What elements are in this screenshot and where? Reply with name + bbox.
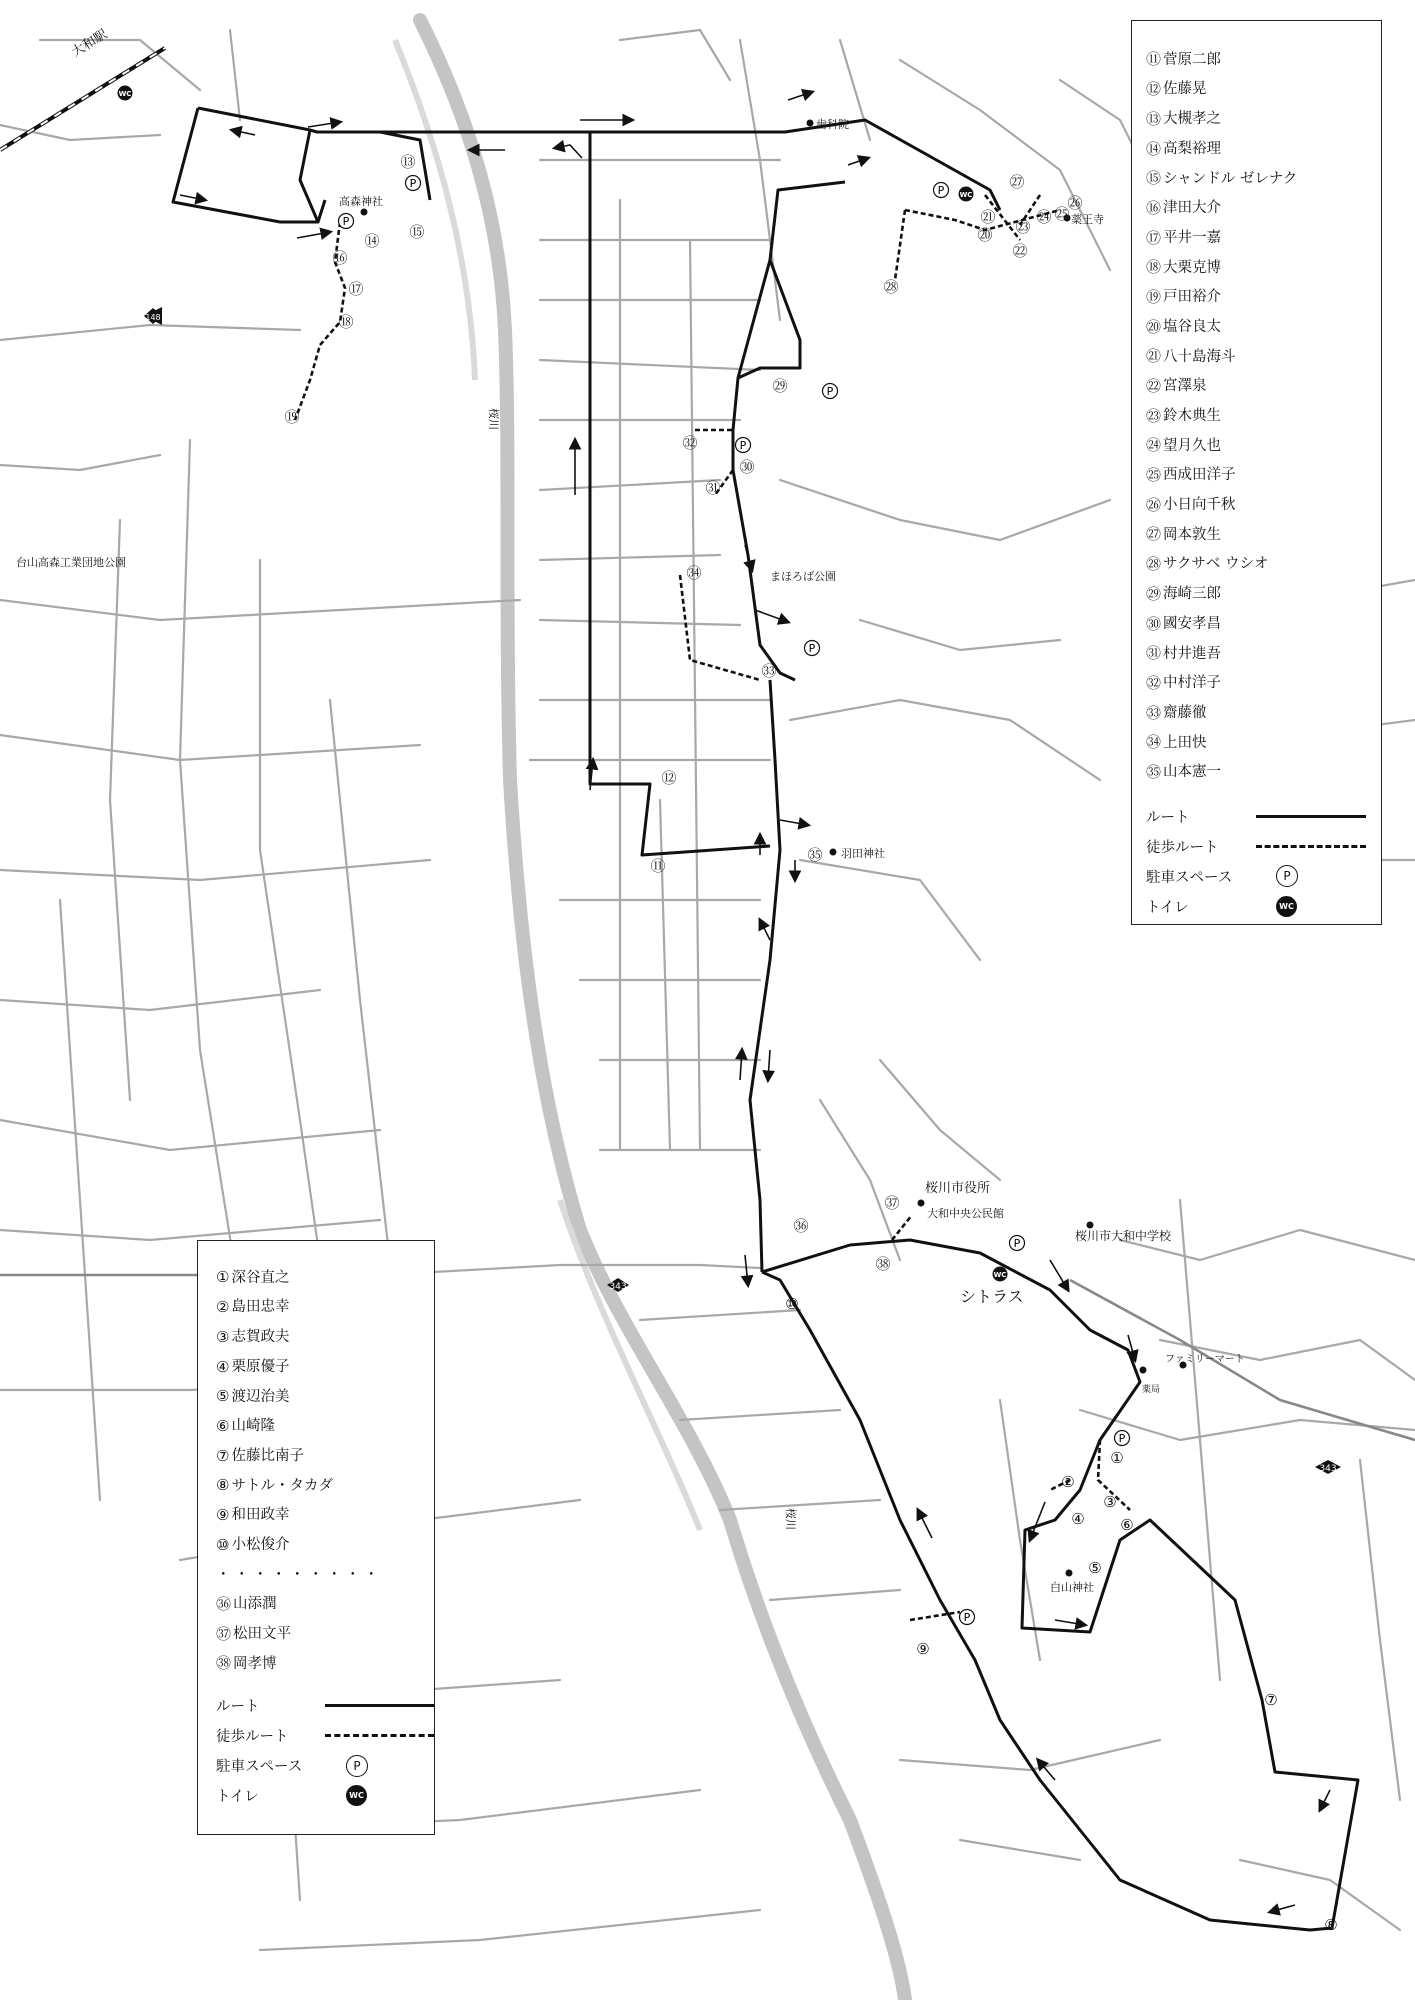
- legend-number: ③: [216, 1327, 230, 1346]
- map-label-citras: シトラス: [960, 1287, 1024, 1306]
- legend-item: [1146, 579, 1381, 609]
- svg-text:P: P: [826, 385, 834, 398]
- spot-marker: ㉛: [705, 479, 721, 497]
- legend-item: [1146, 193, 1381, 223]
- parking-icon: P: [1276, 865, 1298, 887]
- map-label-route-148: 148: [145, 313, 161, 322]
- toilet-icon: WC: [346, 1785, 367, 1806]
- legend-item: [1146, 609, 1381, 639]
- artist-name: 山崎隆: [231, 1418, 275, 1435]
- spot-marker: ㉗: [1009, 173, 1025, 191]
- legend-number: ㊲: [216, 1624, 232, 1643]
- spot-marker: ㉟: [807, 846, 823, 864]
- legend-number: ㉗: [1146, 525, 1162, 544]
- artist-name: 塩谷良太: [1163, 318, 1222, 335]
- legend-item: [1146, 698, 1381, 728]
- spot-marker: ㉞: [686, 564, 702, 582]
- legend-walk-key: 徒歩ルート: [1146, 831, 1381, 861]
- legend-item: [1146, 490, 1381, 520]
- artist-name: 岡本敦生: [1163, 526, 1222, 543]
- legend-route-key: ルート: [1146, 801, 1381, 831]
- artist-name: 栗原優子: [231, 1358, 290, 1375]
- legend-item: [1146, 164, 1381, 194]
- artist-name: 村井進吾: [1163, 645, 1222, 662]
- legend-parking-key: 駐車スペース P: [1146, 861, 1381, 891]
- legend-number: ⑳: [1146, 317, 1162, 336]
- legend-number: ⑯: [1146, 198, 1162, 217]
- legend-number: ⑫: [1146, 80, 1162, 99]
- artist-name: 大栗克博: [1163, 259, 1222, 276]
- artist-name: 和田政幸: [231, 1507, 290, 1524]
- spot-marker: ⑱: [338, 313, 354, 331]
- legend-number: ①: [216, 1268, 230, 1287]
- spot-marker: ⑯: [332, 249, 348, 267]
- spot-marker: ㉕: [1054, 205, 1070, 223]
- legend-number: ④: [216, 1357, 230, 1376]
- dashed-line-icon: [325, 1734, 434, 1737]
- legend-item: [1146, 253, 1381, 283]
- legend-number: ②: [216, 1298, 230, 1317]
- spot-marker: ㊲: [884, 1194, 900, 1212]
- map-label-route-343b: 343: [1319, 1464, 1337, 1474]
- legend-item: [1146, 104, 1381, 134]
- legend-route-key: ルート: [216, 1691, 434, 1721]
- svg-text:WC: WC: [993, 1271, 1007, 1279]
- spot-marker: ⑦: [1264, 1691, 1278, 1709]
- artist-name: 八十島海斗: [1163, 348, 1236, 365]
- legend-item: [1146, 728, 1381, 758]
- spot-marker: ⑪: [650, 857, 666, 875]
- artist-name: 渡辺治美: [231, 1388, 290, 1405]
- spot-marker: ⑰: [348, 280, 364, 298]
- svg-text:P: P: [808, 642, 816, 655]
- legend-number: ⑬: [1146, 109, 1162, 128]
- place-dots: [361, 120, 1187, 1577]
- artist-name: 佐藤晃: [1163, 81, 1207, 98]
- artist-name: 佐藤比南子: [231, 1447, 304, 1464]
- artist-name: シャンドル ゼレナク: [1163, 170, 1298, 187]
- spot-marker: ㉒: [1012, 242, 1028, 260]
- legend-item: [1146, 758, 1381, 788]
- legend-item: [1146, 401, 1381, 431]
- artist-name: 大槻孝之: [1163, 111, 1222, 128]
- dashed-line-icon: [1256, 845, 1366, 848]
- artist-name: 上田快: [1163, 734, 1207, 751]
- wc-symbols: [118, 86, 1008, 1282]
- map-label-city-hall: 桜川市役所: [925, 1181, 991, 1196]
- legend-number: ⑧: [216, 1476, 230, 1495]
- spot-marker: ㉖: [1067, 194, 1083, 212]
- svg-text:P: P: [963, 1611, 971, 1624]
- artist-name: 津田大介: [1163, 200, 1222, 217]
- map-label-river-lower: 桜川: [784, 1508, 797, 1530]
- legend-number: ㉟: [1146, 762, 1162, 781]
- legend-item: [216, 1441, 434, 1471]
- legend-item: [1146, 283, 1381, 313]
- legend-number: ⑮: [1146, 169, 1162, 188]
- map-label-dental: 歯科院: [816, 118, 849, 131]
- spot-marker: ㊳: [875, 1255, 891, 1273]
- map-label-yakuoji: 薬王寺: [1071, 213, 1104, 226]
- spot-marker: ㉔: [1036, 208, 1052, 226]
- legend-item: [1146, 342, 1381, 372]
- legend-item: [216, 1352, 434, 1382]
- legend-number: ㉝: [1146, 703, 1162, 722]
- legend-number: ⑲: [1146, 287, 1162, 306]
- map-label-pharmacy: 薬局: [1142, 1385, 1161, 1395]
- solid-line-icon: [325, 1704, 434, 1707]
- map-label-community-center: 大和中央公民館: [927, 1207, 1004, 1220]
- legend-item: [216, 1263, 434, 1293]
- spot-marker: ㉝: [761, 662, 777, 680]
- legend-item: [216, 1501, 434, 1531]
- spot-marker: ⑧: [1324, 1916, 1338, 1934]
- artist-name: 宮澤泉: [1163, 378, 1207, 395]
- legend-item: [216, 1411, 434, 1441]
- legend-toilet-key: トイレ WC: [1146, 891, 1381, 921]
- legend-number: ⑨: [216, 1505, 230, 1524]
- legend-number: ⑰: [1146, 228, 1162, 247]
- map-label-mahoroba-park: まほろば公園: [770, 570, 836, 583]
- map-label-family-mart: ファミリーマート: [1165, 1354, 1245, 1365]
- legend-ellipsis: ・・・・・・・・・: [216, 1566, 383, 1583]
- solid-line-icon: [1256, 815, 1366, 818]
- artist-name: 平井一嘉: [1163, 229, 1222, 246]
- legend-item: [1146, 431, 1381, 461]
- artist-name: 齋藤徹: [1163, 704, 1207, 721]
- toilet-icon: WC: [1276, 896, 1297, 917]
- map-label-hakusan-shrine: 白山神社: [1050, 1581, 1094, 1594]
- artist-name: 山本憲一: [1163, 764, 1222, 781]
- spot-marker: ⑨: [916, 1640, 930, 1658]
- spot-marker: ⑫: [661, 769, 677, 787]
- spot-marker: ⑥: [1120, 1516, 1134, 1534]
- legend-item: [1146, 223, 1381, 253]
- railway: [0, 48, 165, 150]
- map-label-takamori-shrine: 高森神社: [339, 195, 383, 208]
- legend-left: [197, 1240, 435, 1835]
- map-label-industrial-park: 台山高森工業団地公園: [16, 556, 126, 569]
- artist-name: 深谷直之: [231, 1269, 290, 1286]
- artist-name: 海崎三郎: [1163, 586, 1222, 603]
- spot-marker: ㉘: [883, 278, 899, 296]
- artist-name: 中村洋子: [1163, 675, 1222, 692]
- legend-number: ㊳: [216, 1654, 232, 1673]
- legend-number: ㉙: [1146, 584, 1162, 603]
- spot-marker: ㉜: [682, 434, 698, 452]
- legend-number: ㉒: [1146, 377, 1162, 396]
- legend-number: ㉞: [1146, 733, 1162, 752]
- svg-text:P: P: [1118, 1432, 1126, 1445]
- map-label-hada-shrine: 羽田神社: [841, 847, 885, 860]
- spot-marker: ⑭: [364, 232, 380, 250]
- artist-name: 小松俊介: [231, 1536, 290, 1553]
- legend-number: ㉜: [1146, 673, 1162, 692]
- legend-number: ⑱: [1146, 258, 1162, 277]
- spot-marker: ⑩: [785, 1295, 799, 1313]
- legend-toilet-key: トイレ WC: [216, 1781, 434, 1811]
- artist-name: 戸田裕介: [1163, 289, 1222, 306]
- legend-item: [216, 1619, 434, 1649]
- spot-marker: ②: [1061, 1473, 1075, 1491]
- legend-item: [216, 1382, 434, 1412]
- legend-number: ⑤: [216, 1387, 230, 1406]
- legend-number: ㉔: [1146, 436, 1162, 455]
- legend-number: ㉖: [1146, 495, 1162, 514]
- legend-number: ⑦: [216, 1446, 230, 1465]
- spot-marker: ㉑: [980, 208, 996, 226]
- legend-item: [216, 1649, 434, 1679]
- artist-name: 高梨裕理: [1163, 140, 1222, 157]
- spot-marker: ⑤: [1088, 1559, 1102, 1577]
- map-label-river-upper: 桜川: [487, 408, 500, 430]
- map-label-yamato-station: 大和駅: [69, 26, 111, 61]
- legend-number: ㉘: [1146, 555, 1162, 574]
- legend-walk-key: 徒歩ルート: [216, 1721, 434, 1751]
- legend-item: [216, 1590, 434, 1620]
- legend-item: [1146, 668, 1381, 698]
- spot-marker: ③: [1103, 1493, 1117, 1511]
- artist-name: 山添潤: [233, 1596, 277, 1613]
- legend-number: ㉓: [1146, 406, 1162, 425]
- legend-item: [216, 1530, 434, 1560]
- legend-item: [216, 1471, 434, 1501]
- map-label-middle-school: 桜川市大和中学校: [1075, 1229, 1172, 1243]
- legend-number: ㉛: [1146, 644, 1162, 663]
- spot-marker: ㉓: [1015, 218, 1031, 236]
- legend-item: [1146, 550, 1381, 580]
- legend-item: [1146, 372, 1381, 402]
- legend-number: ㉚: [1146, 614, 1162, 633]
- spot-marker: ⑲: [284, 408, 300, 426]
- spot-marker: ①: [1110, 1449, 1124, 1467]
- spot-marker: ⑬: [400, 153, 416, 171]
- svg-text:P: P: [937, 184, 945, 197]
- legend-item: [1146, 312, 1381, 342]
- legend-parking-key: 駐車スペース P: [216, 1751, 434, 1781]
- artist-name: 國安孝昌: [1163, 615, 1222, 632]
- legend-right: [1131, 20, 1382, 925]
- river: [420, 20, 905, 2000]
- legend-number: ⑩: [216, 1535, 230, 1554]
- artist-name: 松田文平: [233, 1626, 292, 1643]
- map-label-route-343a: 343: [609, 1282, 627, 1292]
- legend-number: ㉑: [1146, 347, 1162, 366]
- legend-number: ⑭: [1146, 139, 1162, 158]
- legend-item: [1146, 75, 1381, 105]
- svg-text:WC: WC: [118, 90, 132, 98]
- legend-number: ㊱: [216, 1595, 232, 1614]
- artist-name: 鈴木典生: [1163, 408, 1222, 425]
- spot-marker: ⑳: [977, 226, 993, 244]
- svg-text:WC: WC: [959, 191, 973, 199]
- artist-name: 望月久也: [1163, 437, 1222, 454]
- spot-marker: ⑮: [409, 223, 425, 241]
- legend-item: [216, 1293, 434, 1323]
- legend-item: [1146, 639, 1381, 669]
- legend-number: ㉕: [1146, 466, 1162, 485]
- artist-name: 菅原二郎: [1163, 51, 1222, 68]
- svg-text:P: P: [739, 439, 747, 452]
- legend-number: ⑥: [216, 1416, 230, 1435]
- artist-name: 西成田洋子: [1163, 467, 1236, 484]
- legend-item: [1146, 520, 1381, 550]
- svg-text:P: P: [409, 177, 417, 190]
- artist-name: サクサベ ウシオ: [1163, 556, 1269, 573]
- spot-marker: ㊱: [793, 1217, 809, 1235]
- spot-marker: ㉚: [739, 458, 755, 476]
- artist-name: 岡孝博: [233, 1655, 277, 1672]
- svg-text:P: P: [342, 215, 350, 228]
- parking-icon: P: [346, 1755, 368, 1777]
- artist-name: 小日向千秋: [1163, 497, 1236, 514]
- artist-name: 島田忠幸: [231, 1299, 290, 1316]
- legend-item: [1146, 45, 1381, 75]
- spot-marker: ㉙: [772, 377, 788, 395]
- legend-item: [1146, 134, 1381, 164]
- artist-name: サトル・タカダ: [231, 1477, 333, 1494]
- svg-text:P: P: [1013, 1237, 1021, 1250]
- legend-item: [216, 1322, 434, 1352]
- artist-name: 志賀政夫: [231, 1329, 290, 1346]
- legend-item: [1146, 461, 1381, 491]
- spot-marker: ④: [1071, 1510, 1085, 1528]
- legend-number: ⑪: [1146, 50, 1162, 69]
